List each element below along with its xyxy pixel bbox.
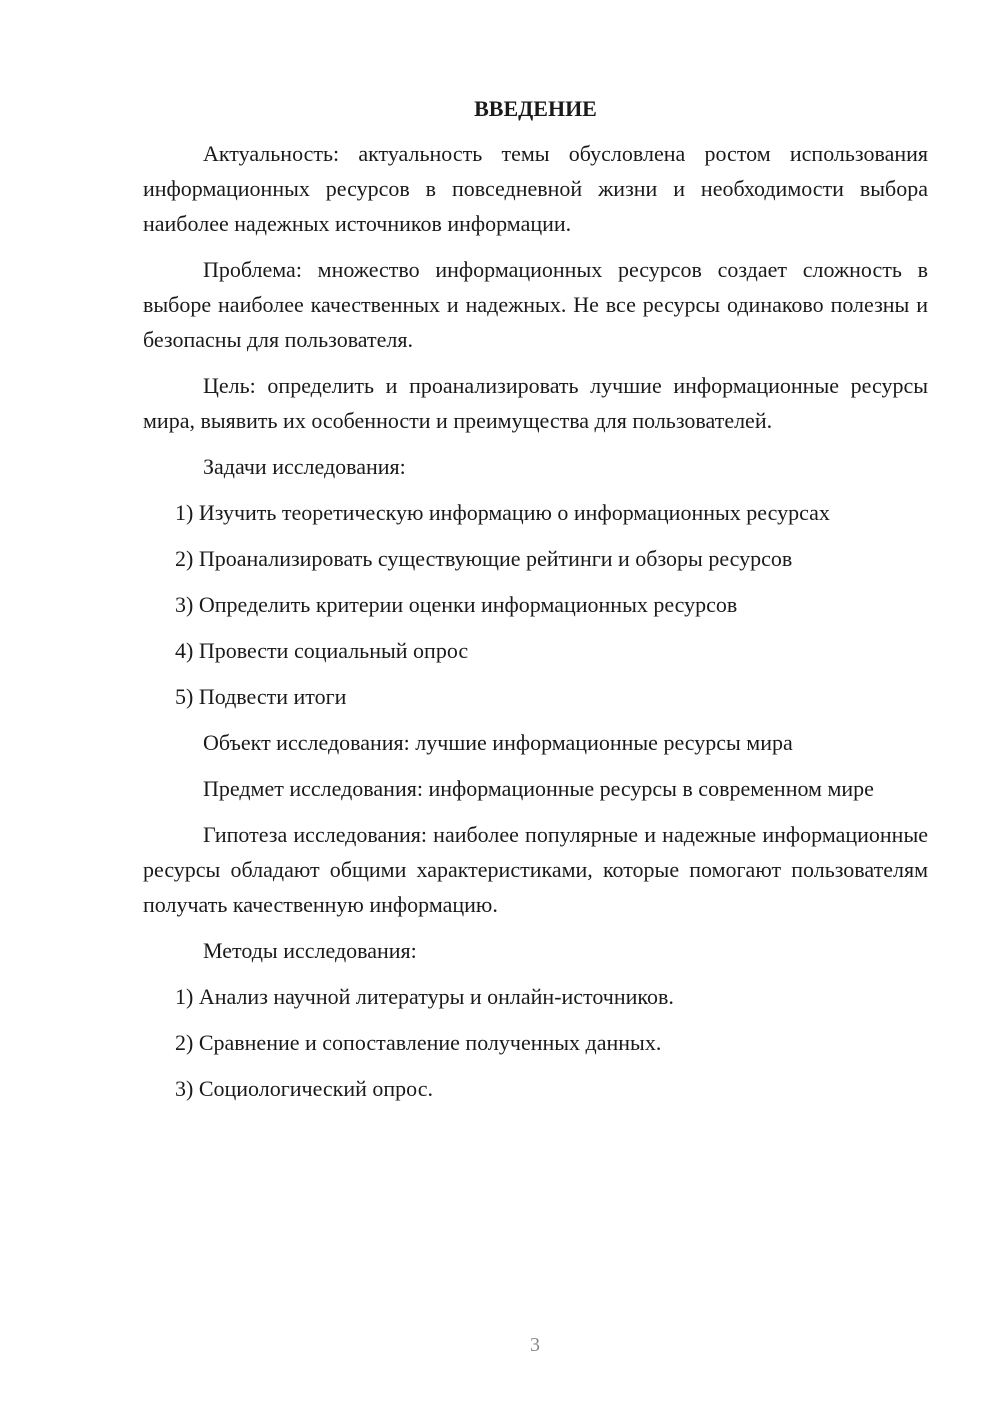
page-number: 3 (530, 1334, 540, 1356)
object-paragraph: Объект исследования: лучшие информационные ресурсы мира (203, 730, 793, 755)
page-content (143, 94, 928, 1117)
list-item: 1) Анализ научной литературы и онлайн-источников. (175, 984, 674, 1009)
list-item: 1) Изучить теоретическую информацию о информационных ресурсах (175, 500, 830, 525)
methods-list (143, 979, 928, 1106)
section-title: ВВЕДЕНИЕ (474, 96, 597, 121)
list-item: 2) Сравнение и сопоставление полученных данных. (175, 1030, 662, 1055)
tasks-list (143, 495, 928, 714)
subject-paragraph: Предмет исследования: информационные ресурсы в современном мире (203, 776, 874, 801)
hypothesis-paragraph: Гипотеза исследования: наиболее популярные и надежные информационные ресурсы обладают общими характеристиками, которые помогают пользователям получать качественную информацию. (143, 822, 928, 917)
list-item: 4) Провести социальный опрос (175, 638, 469, 663)
tasks-heading: Задачи исследования: (203, 454, 406, 479)
methods-heading: Методы исследования: (203, 938, 417, 963)
list-item: 5) Подвести итоги (175, 684, 347, 709)
list-item: 2) Проанализировать существующие рейтинги и обзоры ресурсов (175, 546, 793, 571)
problem-paragraph: Проблема: множество информационных ресурсов создает сложность в выборе наиболее качественных и надежных. Не все ресурсы одинаково полезны и безопасны для пользователя. (143, 257, 928, 352)
goal-paragraph: Цель: определить и проанализировать лучшие информационные ресурсы мира, выявить их особенности и преимущества для пользователей. (143, 373, 928, 433)
list-item: 3) Определить критерии оценки информационных ресурсов (175, 592, 738, 617)
relevance-paragraph: Актуальность: актуальность темы обусловлена ростом использования информационных ресурсов в повседневной жизни и необходимости выбора наиболее надежных источников информации. (143, 141, 928, 236)
list-item: 3) Социологический опрос. (175, 1076, 433, 1101)
